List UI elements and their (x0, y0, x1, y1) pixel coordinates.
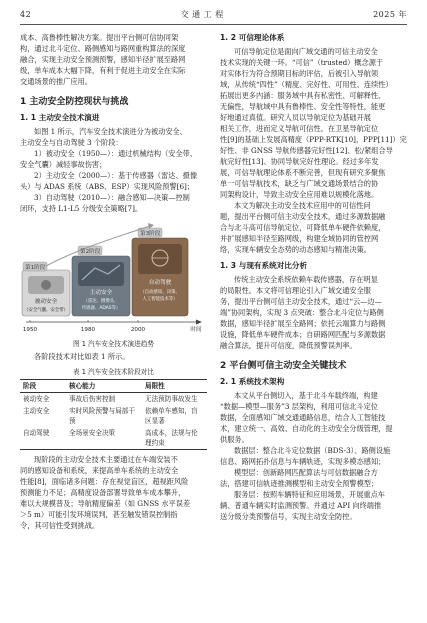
table-header: 核心能力 (69, 382, 96, 390)
box2-sub1: （雷达、摄像头、 (83, 299, 119, 304)
text-line: 构，通过北斗定位、路侧感知与路网重构算法的深度 (20, 44, 186, 53)
text-line: 预测能力不足；高精度设备部署导致单车成本攀升， (20, 488, 186, 497)
table-row (20, 427, 207, 450)
list-item: 安全气囊）减轻事故伤害； (20, 160, 107, 169)
page-number: 42 (20, 9, 32, 19)
comparison-table (20, 379, 207, 450)
issue-year: 2025 年 (373, 9, 407, 19)
text-line: 现阶段的主动安全技术主要通过在车端安装不 (34, 455, 178, 464)
table-cell: 全场景安全决策 (69, 429, 116, 437)
section-1-2-body (220, 46, 407, 255)
text-line: 端”协同架构，实现 3 点突破：整合北斗定位与路侧 (220, 308, 384, 317)
text-line: 法，搭建可信轨迹推测模型和主动安全预警模型； (220, 479, 379, 488)
table-row (20, 405, 207, 427)
text-line: 各阶段技术对比如表 1 所示。 (34, 352, 130, 361)
text-line: 设施，降低单车硬件成本；自研路网匹配与多源数据 (220, 330, 386, 339)
stage2-label: 第2阶段 (80, 249, 101, 255)
text-line: 可信导航定位是面向广域交通的可信主动安全 (234, 47, 378, 56)
table-header: 阶段 (23, 382, 37, 390)
section-1-2-heading: 1. 2 可信理论体系 (220, 33, 285, 42)
text-line: 展，可信导航理论体系不断完善，但现有研究多聚焦 (220, 168, 386, 177)
text-line: “数据—模型—服务”3 层架构，利用可信北斗定位 (220, 402, 378, 411)
table-caption: 表 1 汽车安全技术阶段对比 (73, 368, 154, 376)
header-rule (20, 24, 407, 25)
axis-label-1950: 1950 (22, 327, 38, 333)
text-line: 融合算法，提升可信度，降低预警误判率。 (220, 341, 357, 350)
text-line: 术，建立统一、高效、自动化的主动安全分级管理，提 (220, 424, 393, 433)
section-1-3-heading: 1. 3 与现有系统对比分析 (220, 261, 308, 270)
page-header (20, 6, 407, 22)
text-line: 务，提出平台侧可信主动安全技术，通过“云—边— (220, 297, 382, 306)
evolution-diagram (20, 218, 207, 334)
text-line: ＞5 m）可能引发环境误判，甚至触发错误控制指 (20, 510, 178, 519)
section-2-heading: 2 平台侧可信主动安全关键技术 (220, 361, 347, 371)
box2-title: 主动安全 (89, 290, 113, 296)
axis-label-2000: 2000 (130, 327, 146, 333)
text-line: 本文从平台侧切入，基于北斗车载终端，构建 (234, 391, 378, 400)
text-line: 融合，实现主动安全预测预警，感知半径扩展至路网 (20, 55, 186, 64)
list-item: 3）自动驾驶（2010—）：融合感知—决策—控制 (34, 193, 190, 202)
text-line: 数据层：整合北斗定位数据（BDS-3）、路侧设施 (234, 446, 391, 455)
table-row (20, 393, 207, 406)
stage1-label: 第1阶段 (25, 265, 46, 271)
box1-sub: （安全气囊、安全带） (24, 308, 68, 313)
text-line: 供服务。 (220, 435, 249, 444)
text-line: 交通场景的推广应用。 (20, 77, 92, 86)
table-cell: 主动安全 (23, 407, 50, 415)
text-line: 信息、路网拓扑信息与车辆轨迹，实现多模态感知； (220, 457, 386, 466)
text-line: 好地通过真值。研究人员以导航定位为基础开展 (220, 113, 371, 122)
stage3-image (138, 244, 182, 274)
text-line: 性能[8]，面临诸多问题：存在视觉盲区，超视距风险 (20, 477, 189, 486)
text-line: 络，实现车辆安全态势的动态感知与精准决策。 (220, 245, 371, 254)
text-line: 并扩展感知半径至路网级，构建全域协同的管控网 (220, 234, 379, 243)
text-line: 同的感知设备和系统，来提高单车系统的主动安全 (20, 466, 179, 475)
section-2-1-heading: 2. 1 系统技术架构 (220, 377, 285, 386)
axis-arrow-icon (196, 320, 202, 325)
text-line: 拓展出更多内涵：服务域中具有私密性、可解释性、 (220, 91, 386, 100)
box3-sub1: （自动感知、决策、 (140, 290, 180, 295)
text-line: 相关工作，进而定义导航可信性。在卫星导航定位 (220, 124, 379, 133)
text-line: 对实体行为符合预期目标的评估，后被引入导航领 (220, 69, 379, 78)
table-cell: 无法预防事故发生 (145, 395, 198, 403)
axis-time-label: 时间 (190, 327, 202, 333)
box1-title: 被动安全 (34, 299, 58, 305)
text-line: 辆、普通车辆实时监测预警。并通过 API 向终端推 (220, 501, 382, 510)
figure-caption: 图 1 汽车安全技术演进趋势 (73, 340, 154, 348)
table-cell: 依赖单车感知，盲区显著 (145, 407, 198, 425)
text-line: 本文为解决主动安全技术应用中的可信性问 (234, 201, 371, 210)
table-cell: 事故后伤害控制 (69, 395, 116, 403)
text-line: 成本、高鲁棒性解决方案。提出平台侧可信协同架 (20, 33, 179, 42)
figure-1 (20, 218, 207, 334)
text-line: 如图 1 所示，汽车安全技术演进分为被动安全、 (34, 127, 187, 136)
stage3-label: 第3阶段 (140, 231, 161, 237)
text-line: 令，其可信性受到挑战。 (20, 521, 100, 530)
list-item: 头）与 ADAS 系统（ABS、ESP）实现风险预警[6]； (20, 182, 195, 191)
text-line: 送分级分类预警信号，实现主动安全防控。 (220, 512, 357, 521)
box2-sub2: 传感器、ADAS等） (81, 306, 121, 311)
text-line: 域，从传统“四性”（精度、完好性、可用性、连续性） (220, 80, 393, 89)
text-line: 性[9]的基础上发展高精度（PPP-RTK[10]，PPP[11]）完 (220, 135, 407, 144)
text-line: 数据，感知半径扩展至全路网；依托云端算力与路侧 (220, 319, 386, 328)
table-cell: 自动驾驶 (23, 429, 50, 437)
section-1-3-body (220, 274, 407, 351)
journal-title: 交 通 工 程 (180, 9, 224, 19)
box3-sub2: 人工智能技术等） (142, 297, 178, 302)
box3-title: 自动驾驶 (148, 280, 172, 286)
table-cell: 实时风险预警与局部干预 (69, 407, 135, 425)
section-1-1-heading: 1. 1 主动安全技术演进 (20, 113, 100, 122)
text-line: 服务层：按照车辆特征和应用场景，开展重点车 (234, 490, 385, 499)
left-column (20, 32, 207, 531)
text-line: 传统主动安全系统依赖车载传感器，存在明显 (234, 275, 378, 284)
list-item: 闭环，支持 L1-L5 分级安全策略[7]。 (20, 204, 143, 213)
text-line: 主动安全与自动驾驶 3 个阶段： (20, 138, 123, 147)
text-line: 数据，全面感知广域交通通路信息，结合人工智能技 (220, 413, 386, 422)
text-line: 单一可信导航技术，缺乏与广域交通场景结合的协 (220, 179, 379, 188)
table-cell: 高成本，法规与伦理约束 (145, 429, 198, 447)
text-line: 级，单车成本大幅下降，有利于促进主动安全在实际 (20, 66, 186, 75)
text-line: 题，提出平台侧可信主动安全技术，通过多源数据融 (220, 212, 386, 221)
table-header-row (20, 380, 207, 393)
text-line: 同架构设计，导致主动安全应用难以规模化落地。 (220, 190, 379, 199)
text-line: 航完好性[13]、协同导航完好性理论。经过多年发 (220, 157, 379, 166)
intro-paragraph (20, 32, 207, 87)
section-1-heading: 1 主动安全防控现状与挑战 (20, 97, 129, 107)
list-item: 1）被动安全（1950—）：通过机械结构（安全带、 (34, 149, 198, 158)
text-line: 难以大规模普及；导航精度偏差（如 GNSS 水平误差 (20, 499, 191, 508)
text-line: 好性、非 GNSS 导航传感器完好性[12]、松/紧组合导 (220, 146, 393, 155)
text-line: 模型层：创新路网匹配算法与可信数据融合方 (234, 468, 378, 477)
table-cell: 被动安全 (23, 395, 50, 403)
section-2-1-body (220, 390, 407, 522)
table-header: 局限性 (145, 382, 165, 390)
text-line: 合与北斗高可信导航定位，可降低单车硬件依赖度， (220, 223, 386, 232)
stage2-image (78, 262, 124, 286)
text-line: 技术实现的关键一环。“可信”（trusted）概念源于 (220, 58, 384, 67)
text-line: 的局限性。本文将可信理论引入广域交通安全服 (220, 286, 371, 295)
text-line: 无偏性，导航域中具有鲁棒性、安全性等特性，能更 (220, 102, 386, 111)
axis-label-1980: 1980 (80, 327, 96, 333)
right-column (220, 32, 407, 522)
list-item: 2）主动安全（2000—）：基于传感器（雷达、摄像 (34, 171, 198, 180)
